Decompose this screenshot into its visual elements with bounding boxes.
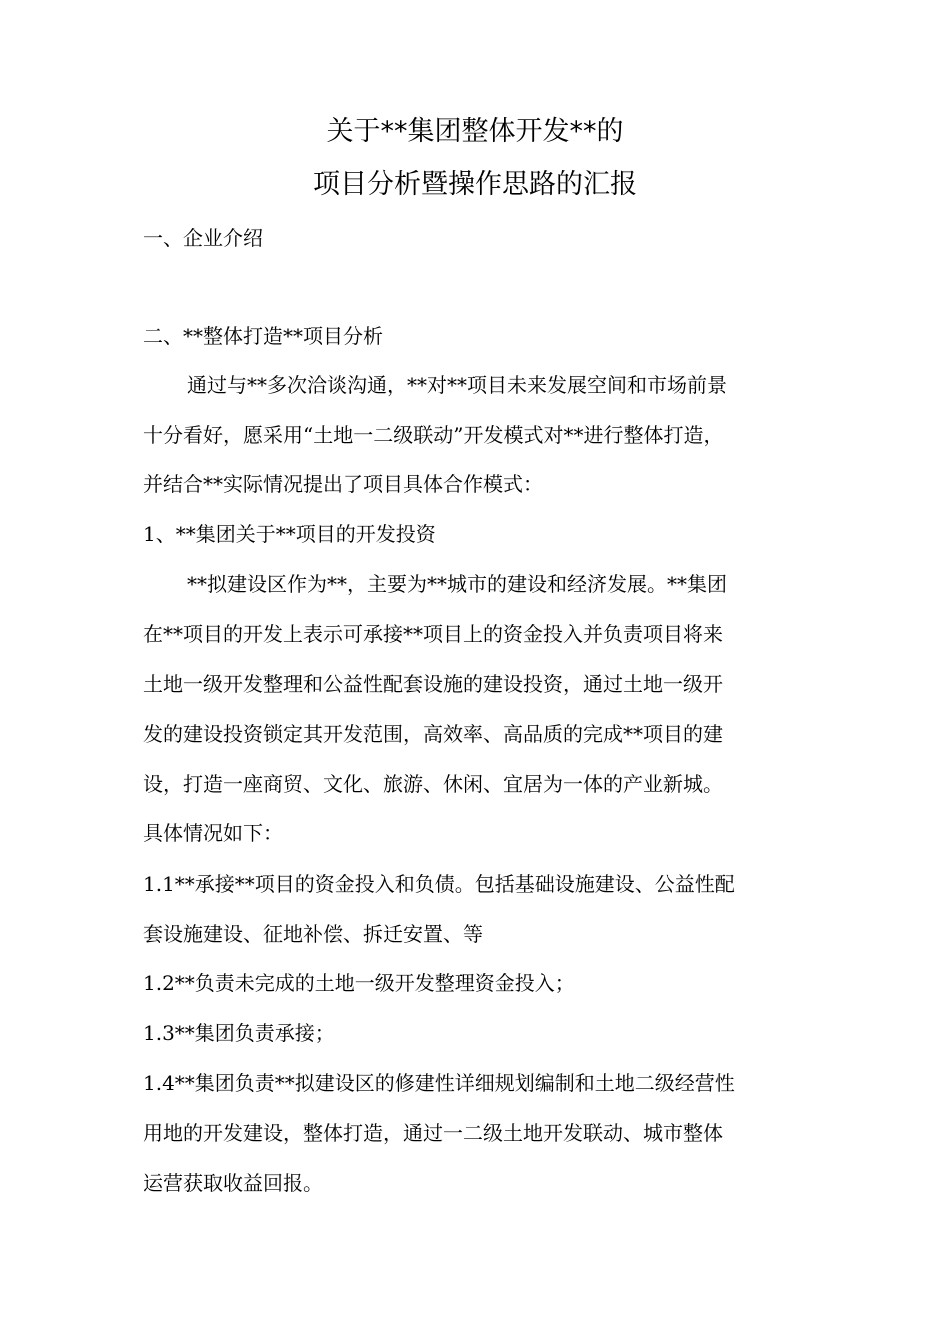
paragraph-line: 在**项目的开发上表示可承接**项目上的资金投入并负责项目将来 xyxy=(143,622,723,646)
paragraph-line: 十分看好，愿采用“土地一二级联动”开发模式对**进行整体打造， xyxy=(143,423,724,447)
list-item-1-2: 1.2**负责未完成的土地一级开发整理资金投入； xyxy=(143,971,575,995)
section-heading-company-intro: 一、企业介绍 xyxy=(143,226,263,250)
document-title-line-2: 项目分析暨操作思路的汇报 xyxy=(313,169,637,200)
document-title-line-1: 关于**集团整体开发**的 xyxy=(326,116,624,147)
paragraph-line: 通过与**多次洽谈沟通，**对**项目未来发展空间和市场前景 xyxy=(187,373,727,397)
list-item-1-1-continued: 套设施建设、征地补偿、拆迁安置、等 xyxy=(143,922,483,946)
subsection-heading-investment: 1、**集团关于**项目的开发投资 xyxy=(143,522,436,546)
paragraph-line: 发的建设投资锁定其开发范围，高效率、高品质的完成**项目的建 xyxy=(143,722,723,746)
paragraph-line: 并结合**实际情况提出了项目具体合作模式： xyxy=(143,472,543,496)
paragraph-line: 土地一级开发整理和公益性配套设施的建设投资，通过土地一级开 xyxy=(143,672,723,696)
paragraph-line: **拟建设区作为**，主要为**城市的建设和经济发展。**集团 xyxy=(187,572,727,596)
paragraph-line: 具体情况如下： xyxy=(143,821,283,845)
list-item-1-4: 1.4**集团负责**拟建设区的修建性详细规划编制和土地二级经营性 xyxy=(143,1071,735,1095)
list-item-1-4-continued: 运营获取收益回报。 xyxy=(143,1171,323,1195)
list-item-1-3: 1.3**集团负责承接； xyxy=(143,1021,335,1045)
list-item-1-1: 1.1**承接**项目的资金投入和负债。包括基础设施建设、公益性配 xyxy=(143,872,735,896)
section-heading-project-analysis: 二、**整体打造**项目分析 xyxy=(143,324,383,348)
paragraph-line: 设，打造一座商贸、文化、旅游、休闲、宜居为一体的产业新城。 xyxy=(143,772,723,796)
list-item-1-4-continued: 用地的开发建设，整体打造，通过一二级土地开发联动、城市整体 xyxy=(143,1121,723,1145)
